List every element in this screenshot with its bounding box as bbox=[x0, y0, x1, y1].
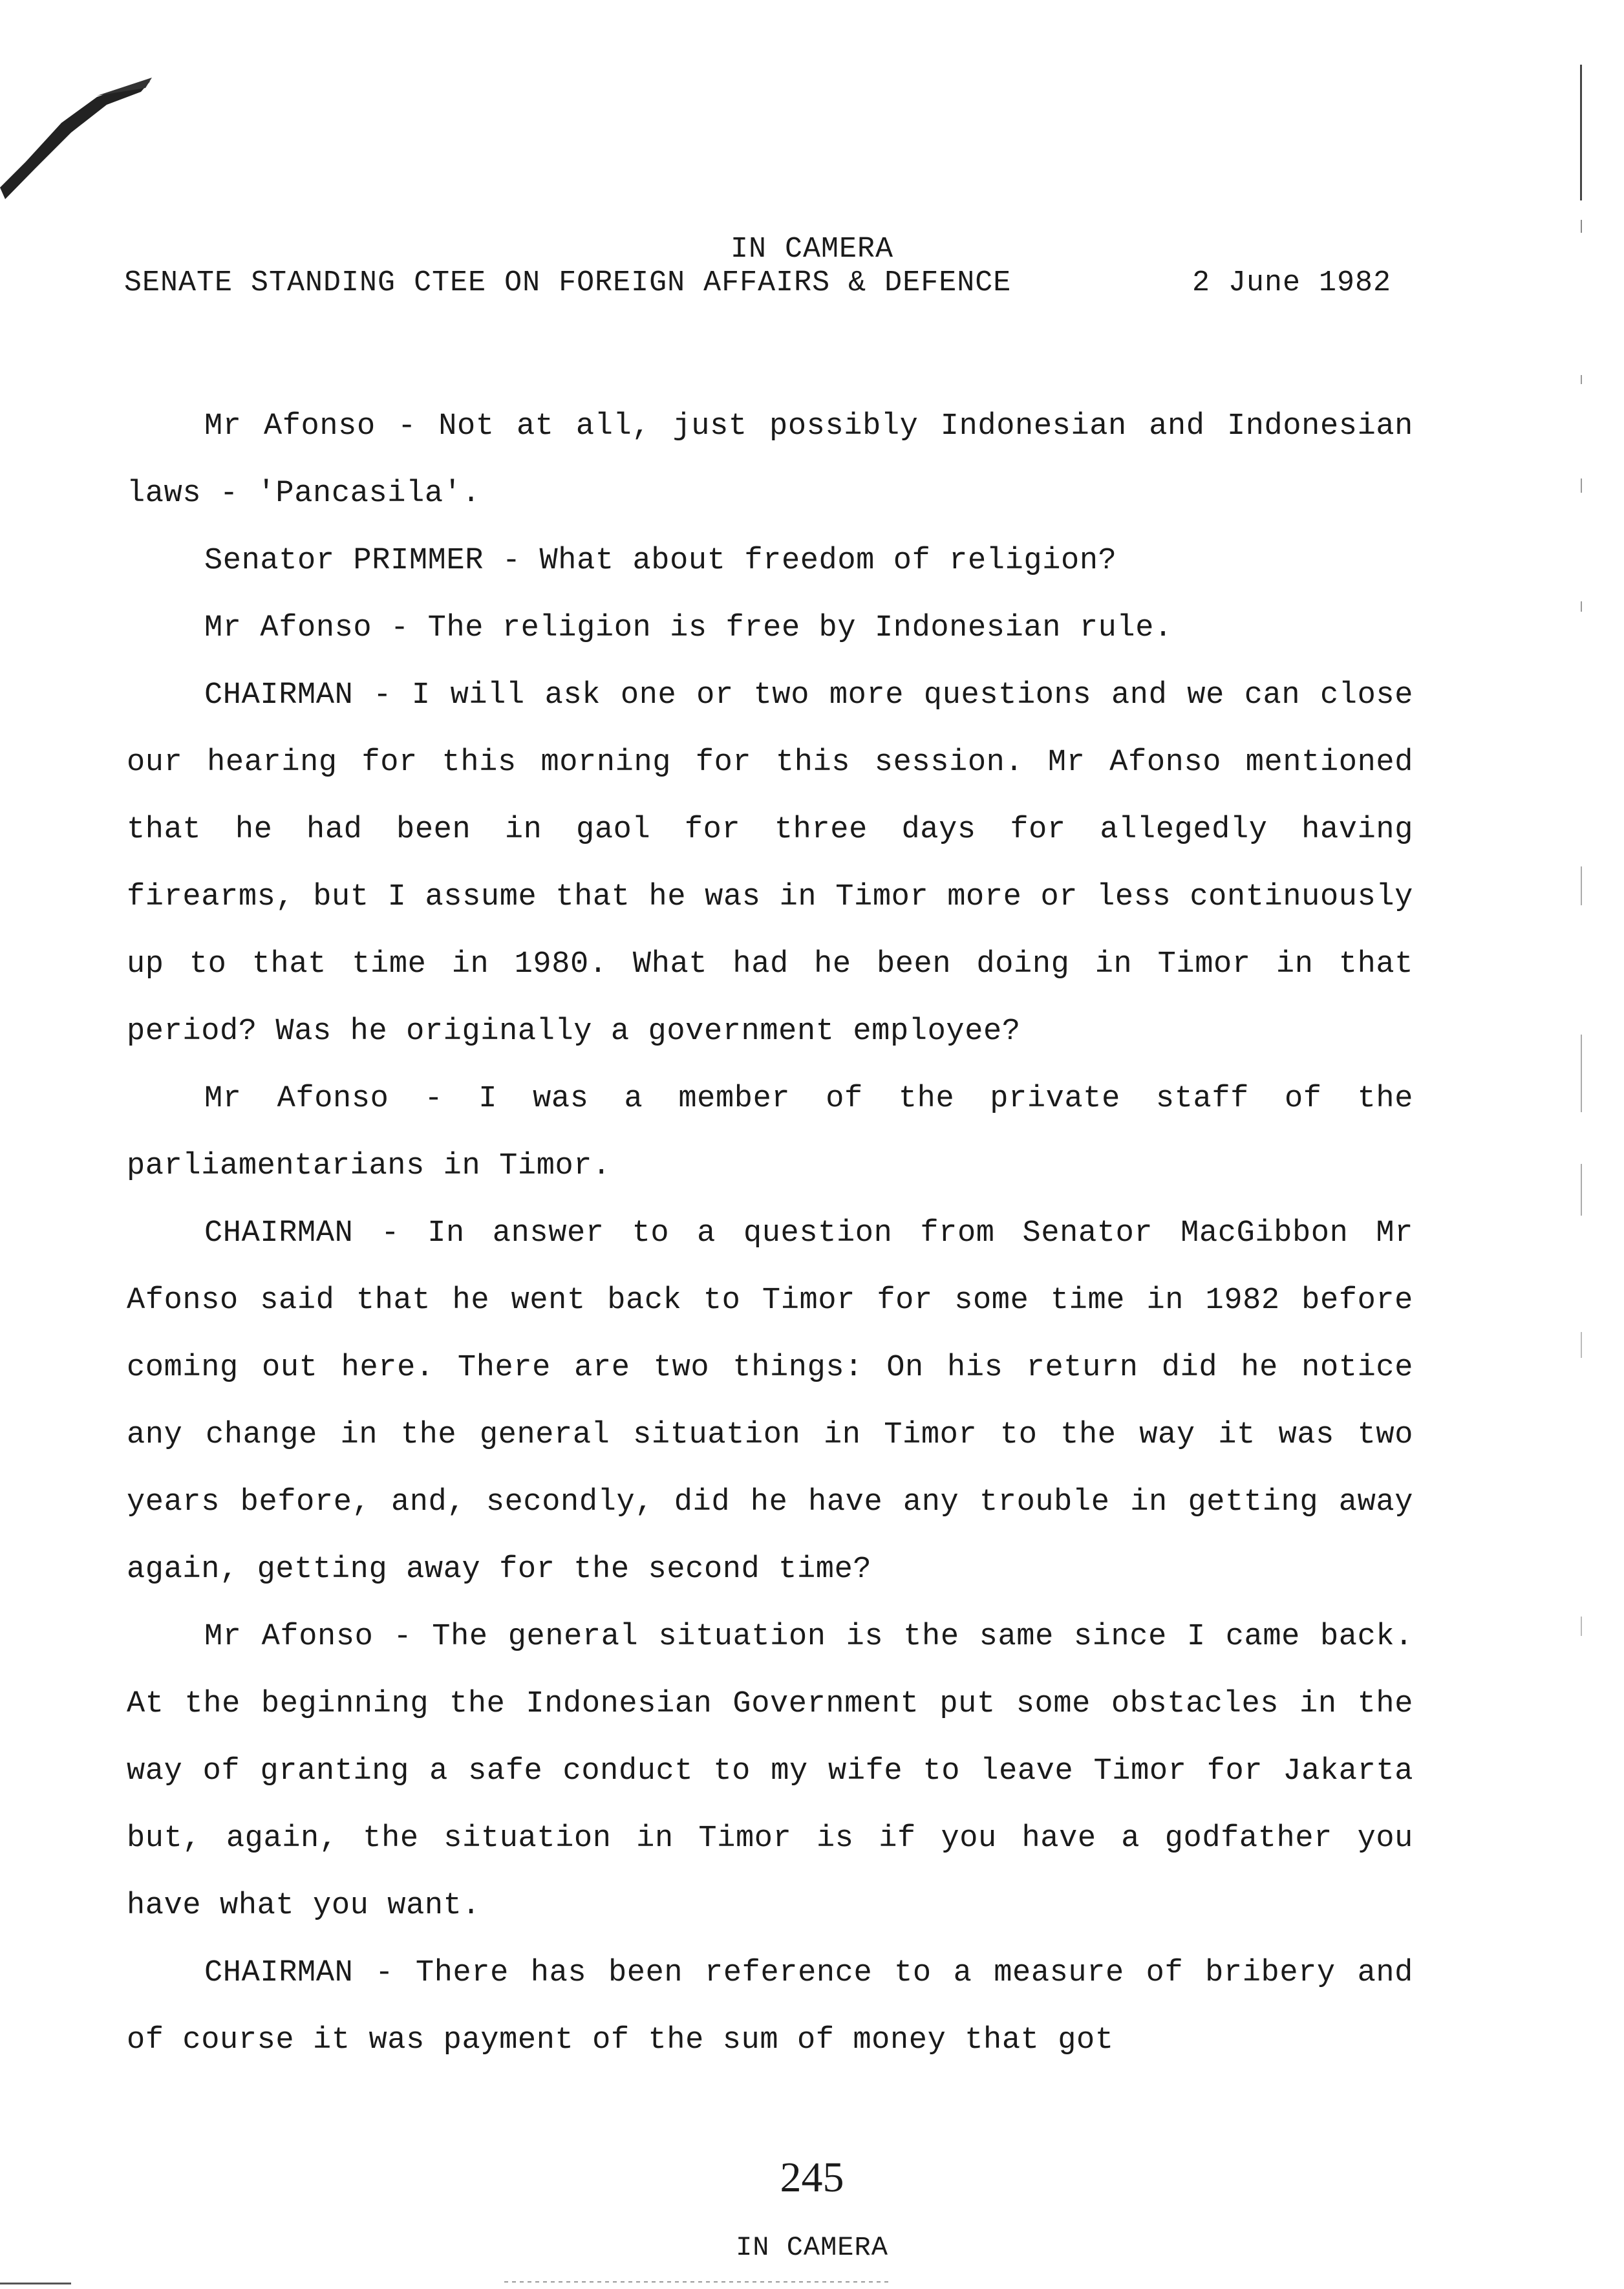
committee-name: SENATE STANDING CTEE ON FOREIGN AFFAIRS & DEFENCE bbox=[124, 266, 1012, 299]
scan-artifact-mark bbox=[0, 45, 168, 200]
transcript-paragraph: Mr Afonso - Not at all, just possibly Indonesian and Indonesian laws - 'Pancasila'. bbox=[127, 409, 1413, 511]
scan-bottom-left-rule bbox=[0, 2283, 71, 2284]
transcript-paragraph: Mr Afonso - The general situation is the same since I came back. At the beginning the Indonesian Government put some obstacles in the way of granting a safe conduct to my wife to leave Timor for Jakarta but, again, the situation in Timor is if you have a godfather you have what you want. bbox=[127, 1620, 1413, 1923]
page-number: 245 bbox=[780, 2154, 844, 2201]
transcript-paragraph: Mr Afonso - I was a member of the private staff of the parliamentarians in Timor. bbox=[127, 1082, 1413, 1183]
scan-edge-marks bbox=[1579, 65, 1585, 1940]
transcript-body bbox=[127, 393, 1413, 2074]
header-committee-line bbox=[124, 266, 1391, 299]
transcript-paragraph: Senator PRIMMER - What about freedom of religion? bbox=[204, 544, 1117, 578]
header-in-camera: IN CAMERA bbox=[730, 233, 894, 266]
transcript-paragraph: CHAIRMAN - There has been reference to a measure of bribery and of course it was payment of the sum of money that got bbox=[127, 1956, 1413, 2058]
hearing-date: 2 June 1982 bbox=[1191, 266, 1391, 299]
transcript-paragraph: Mr Afonso - The religion is free by Indonesian rule. bbox=[204, 611, 1173, 645]
transcript-paragraph: CHAIRMAN - I will ask one or two more questions and we can close our hearing for this morning for this session. Mr Afonso mentioned that he had been in gaol for three days for allegedly having firearms, but I assume that he was in Timor more or less continuously up to that time in 1980. What had he been doing in Timor in that period? Was he originally a government employee? bbox=[127, 678, 1413, 1049]
transcript-paragraph: CHAIRMAN - In answer to a question from Senator MacGibbon Mr Afonso said that he went back to Timor for some time in 1982 before coming out here. There are two things: On his return did he notice any change in the general situation in Timor to the way it was two years before, and, secondly, did he have any trouble in getting away again, getting away for the second time? bbox=[127, 1216, 1413, 1587]
footer-in-camera: IN CAMERA bbox=[736, 2232, 888, 2263]
scan-bottom-rule bbox=[504, 2281, 892, 2283]
